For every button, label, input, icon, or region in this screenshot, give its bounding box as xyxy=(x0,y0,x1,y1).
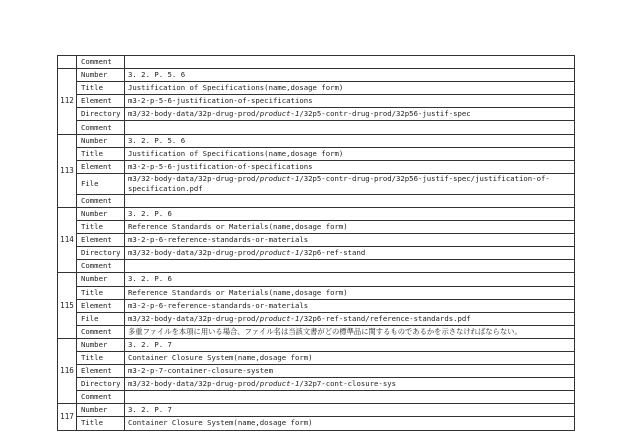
field-key: Element xyxy=(77,234,125,247)
path-product-variable: product-1 xyxy=(259,248,300,258)
field-key: Comment xyxy=(77,325,125,338)
table-row xyxy=(58,160,575,173)
field-value xyxy=(125,194,575,207)
path-prefix: m3/32-body-data/32p-drug-prod/ xyxy=(128,379,260,389)
field-key: Comment xyxy=(77,391,125,404)
field-key: Comment xyxy=(77,121,125,134)
field-value: m3-2-p-5-6-justification-of-specifications xyxy=(125,160,575,173)
table-row xyxy=(58,147,575,160)
field-value: 3. 2. P. 5. 6 xyxy=(125,134,575,147)
field-key: File xyxy=(77,312,125,325)
field-value: 3. 2. P. 7 xyxy=(125,404,575,417)
field-key: Element xyxy=(77,95,125,108)
document-page xyxy=(57,55,575,431)
entry-number: 112 xyxy=(58,69,77,134)
field-value xyxy=(125,260,575,273)
table-row xyxy=(58,404,575,417)
field-key: Comment xyxy=(77,194,125,207)
table-row xyxy=(58,378,575,391)
entry-number: 113 xyxy=(58,134,77,207)
field-value: Justification of Specifications(name,dosage form) xyxy=(125,147,575,160)
field-value xyxy=(125,173,575,194)
field-value: Container Closure System(name,dosage form) xyxy=(125,417,575,430)
field-value: 3. 2. P. 6 xyxy=(125,273,575,286)
table-row xyxy=(58,338,575,351)
path-suffix: /32p6-ref-stand/reference-standards.pdf xyxy=(299,313,471,323)
table-row xyxy=(58,173,575,194)
field-value: Container Closure System(name,dosage form) xyxy=(125,351,575,364)
path-prefix: m3/32-body-data/32p-drug-prod/ xyxy=(128,109,260,119)
field-key: Element xyxy=(77,299,125,312)
table-row xyxy=(58,299,575,312)
field-value: 多重ファイルを本項に用いる場合、ファイル名は当該文書がどの標準品に関するものであるかを示さなければならない。 xyxy=(125,325,575,338)
field-value: m3-2-p-6-reference-standards-or-materials xyxy=(125,234,575,247)
field-key: Title xyxy=(77,82,125,95)
field-value xyxy=(125,378,575,391)
table-row xyxy=(58,69,575,82)
path-product-variable: product-1 xyxy=(259,109,300,119)
field-key: Title xyxy=(77,351,125,364)
field-value xyxy=(125,391,575,404)
field-key: Number xyxy=(77,134,125,147)
table-row xyxy=(58,194,575,207)
field-value: 3. 2. P. 6 xyxy=(125,207,575,220)
table-row xyxy=(58,134,575,147)
field-value: m3-2-p-7-container-closure-system xyxy=(125,365,575,378)
field-key: Directory xyxy=(77,247,125,260)
field-value: Reference Standards or Materials(name,dosage form) xyxy=(125,286,575,299)
table-row xyxy=(58,391,575,404)
field-key: Comment xyxy=(77,260,125,273)
ctd-table xyxy=(57,55,575,431)
table-row xyxy=(58,207,575,220)
table-row xyxy=(58,286,575,299)
path-prefix: m3/32-body-data/32p-drug-prod/ xyxy=(128,313,260,323)
entry-number: 115 xyxy=(58,273,77,338)
field-key: Comment xyxy=(77,56,125,69)
field-key: Title xyxy=(77,147,125,160)
field-value: 3. 2. P. 5. 6 xyxy=(125,69,575,82)
field-value: Justification of Specifications(name,dosage form) xyxy=(125,82,575,95)
table-row xyxy=(58,234,575,247)
field-key: Number xyxy=(77,69,125,82)
path-product-variable: product-1 xyxy=(259,379,300,389)
field-key: Element xyxy=(77,365,125,378)
path-suffix: /32p6-ref-stand xyxy=(299,248,366,258)
field-value: Reference Standards or Materials(name,dosage form) xyxy=(125,221,575,234)
field-value xyxy=(125,312,575,325)
field-key: Element xyxy=(77,160,125,173)
table-row xyxy=(58,56,575,69)
path-prefix: m3/32-body-data/32p-drug-prod/ xyxy=(128,248,260,258)
entry-number: 114 xyxy=(58,207,77,272)
path-product-variable: product-1 xyxy=(259,313,300,323)
field-value: m3-2-p-6-reference-standards-or-materials xyxy=(125,299,575,312)
field-key: Title xyxy=(77,286,125,299)
table-row xyxy=(58,273,575,286)
table-row xyxy=(58,247,575,260)
table-row xyxy=(58,121,575,134)
entry-number: 116 xyxy=(58,338,77,403)
entry-number-cell xyxy=(58,56,77,69)
field-key: Directory xyxy=(77,378,125,391)
table-row xyxy=(58,221,575,234)
field-value xyxy=(125,56,575,69)
field-value xyxy=(125,108,575,121)
field-key: File xyxy=(77,173,125,194)
path-suffix: /32p5-contr-drug-prod/32p56-justif-spec xyxy=(299,109,471,119)
field-value xyxy=(125,121,575,134)
path-product-variable: product-1 xyxy=(259,173,300,183)
table-row xyxy=(58,312,575,325)
table-row xyxy=(58,260,575,273)
path-suffix: /32p7-cont-closure-sys xyxy=(299,379,396,389)
table-row xyxy=(58,108,575,121)
field-key: Title xyxy=(77,417,125,430)
table-row xyxy=(58,365,575,378)
field-key: Number xyxy=(77,338,125,351)
field-value: 3. 2. P. 7 xyxy=(125,338,575,351)
table-row xyxy=(58,82,575,95)
table-row xyxy=(58,325,575,338)
field-key: Title xyxy=(77,221,125,234)
field-value: m3-2-p-5-6-justification-of-specifications xyxy=(125,95,575,108)
field-key: Number xyxy=(77,207,125,220)
field-key: Number xyxy=(77,273,125,286)
table-row xyxy=(58,351,575,364)
path-suffix: /32p5-contr-drug-prod/32p56-justif-spec/justification-of-specification.pdf xyxy=(128,173,550,193)
table-row xyxy=(58,417,575,430)
path-prefix: m3/32-body-data/32p-drug-prod/ xyxy=(128,173,260,183)
field-key: Number xyxy=(77,404,125,417)
field-value xyxy=(125,247,575,260)
table-row xyxy=(58,95,575,108)
entry-number: 117 xyxy=(58,404,77,430)
field-key: Directory xyxy=(77,108,125,121)
